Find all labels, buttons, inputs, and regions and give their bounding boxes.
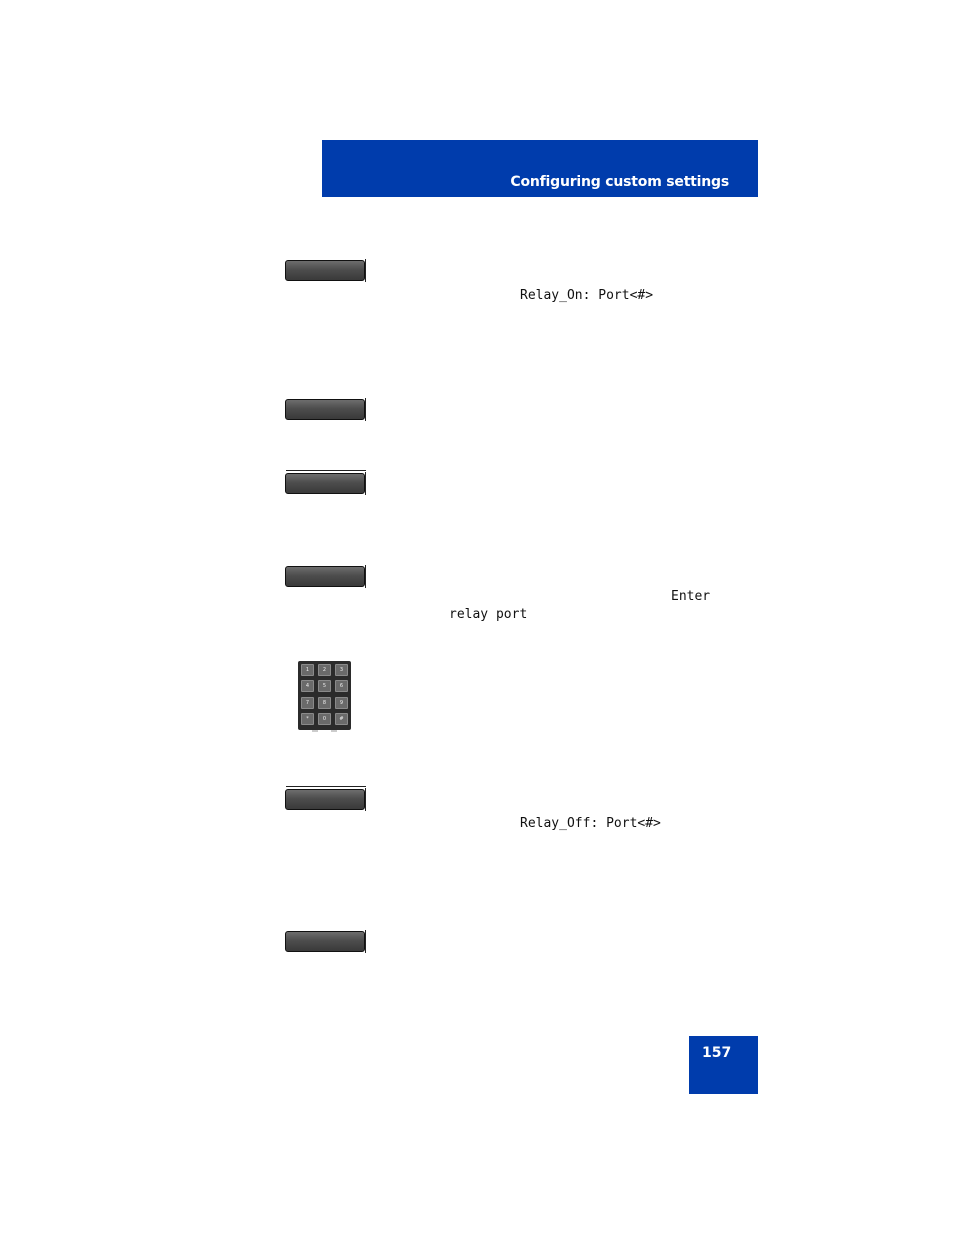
dialpad-icon[interactable]	[298, 661, 351, 730]
dialpad-key[interactable]: 5	[318, 680, 331, 692]
relay-on-prompt: Relay_On: Port<#>	[520, 288, 654, 303]
softkey-1[interactable]	[284, 259, 366, 282]
dialpad-key[interactable]: 2	[318, 664, 331, 676]
dialpad-key[interactable]: 4	[301, 680, 314, 692]
dialpad-key[interactable]: 8	[318, 697, 331, 709]
dialpad-key[interactable]: 1	[301, 664, 314, 676]
dialpad-key[interactable]: *	[301, 713, 314, 725]
enter-prompt-line1: Enter	[671, 589, 711, 604]
softkey-3[interactable]	[284, 472, 366, 495]
dialpad-key[interactable]: 0	[318, 713, 331, 725]
dialpad-key[interactable]: #	[335, 713, 348, 725]
softkey-4[interactable]	[284, 565, 366, 588]
enter-prompt-line2: relay port	[449, 607, 528, 622]
dialpad-key[interactable]: 3	[335, 664, 348, 676]
softkey-5[interactable]	[284, 788, 366, 811]
page-number: 157	[702, 1045, 732, 1061]
header-bar	[322, 140, 758, 197]
dialpad-key[interactable]: 6	[335, 680, 348, 692]
dialpad-key[interactable]: 9	[335, 697, 348, 709]
softkey-6[interactable]	[284, 930, 366, 953]
relay-off-prompt: Relay_Off: Port<#>	[520, 816, 661, 831]
page-number-badge	[689, 1036, 758, 1094]
softkey-2[interactable]	[284, 398, 366, 421]
dialpad-key[interactable]: 7	[301, 697, 314, 709]
section-title: Configuring custom settings	[510, 174, 729, 190]
